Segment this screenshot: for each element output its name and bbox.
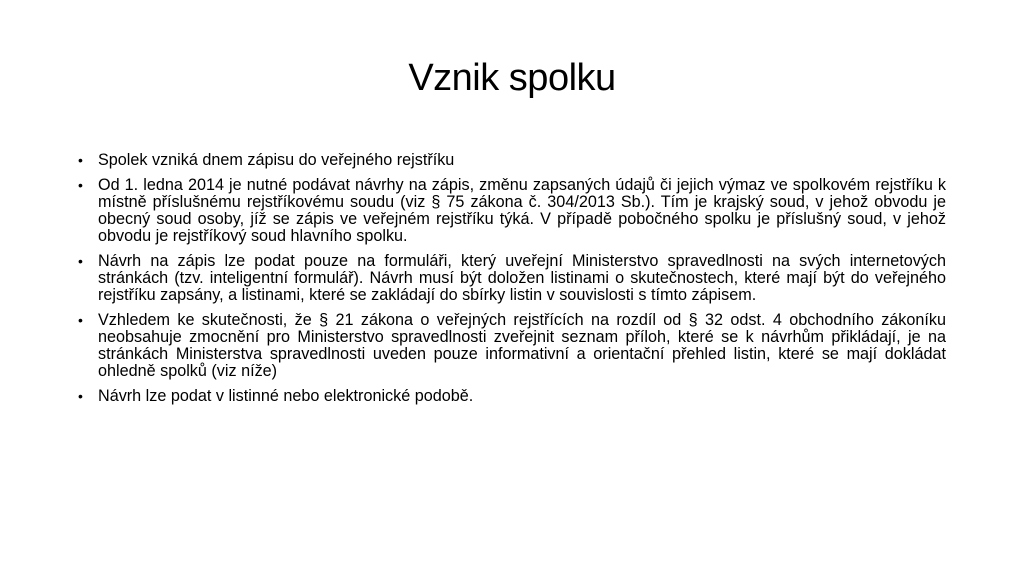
bullet-text: Od 1. ledna 2014 je nutné podávat návrhy na zápis, změnu zapsaných údajů či jejich výmaz ve spolkovém rejstříku k místně příslušnému rejstříkovému soudu (viz § 75 zákona č. 304/2013 Sb.). Tím je krajský soud, v jehož obvodu je obecný soud osoby, jíž se zápis ve veřejném rejstříku týká. V případě pobočného spolku je příslušný soud, v jehož obvodu je rejstříkový soud hlavního spolku. (98, 176, 946, 245)
bullet-item (78, 177, 946, 245)
bullet-item (78, 388, 946, 405)
bullet-marker: • (78, 177, 83, 193)
bullet-marker: • (78, 152, 83, 168)
bullet-list (78, 152, 946, 405)
slide-title: Vznik spolku (408, 57, 616, 99)
bullet-item (78, 152, 946, 169)
bullet-item (78, 312, 946, 380)
bullet-text: Návrh lze podat v listinné nebo elektronické podobě. (98, 387, 474, 405)
bullet-item (78, 253, 946, 304)
bullet-marker: • (78, 253, 83, 269)
bullet-text: Vzhledem ke skutečnosti, že § 21 zákona o veřejných rejstřících na rozdíl od § 32 odst. 4 obchodního zákoníku neobsahuje zmocnění pro Ministerstvo spravedlnosti zveřejnit seznam příloh, které se k návrhům přikládají, je na stránkách Ministerstva spravedlnosti uveden pouze informativní a orientační přehled listin, které se mají dokládat ohledně spolků (viz níže) (98, 311, 946, 380)
bullet-text: Spolek vzniká dnem zápisu do veřejného rejstříku (98, 151, 455, 169)
bullet-marker: • (78, 312, 83, 328)
slide-content (78, 152, 946, 413)
bullet-text: Návrh na zápis lze podat pouze na formuláři, který uveřejní Ministerstvo spravedlnosti na svých internetových stránkách (tzv. inteligentní formulář). Návrh musí být doložen listinami o skutečnostech, které mají být do veřejného rejstříku zapsány, a listinami, které se zakládají do sbírky listin v souvislosti s tímto zápisem. (98, 252, 946, 304)
bullet-marker: • (78, 388, 83, 404)
